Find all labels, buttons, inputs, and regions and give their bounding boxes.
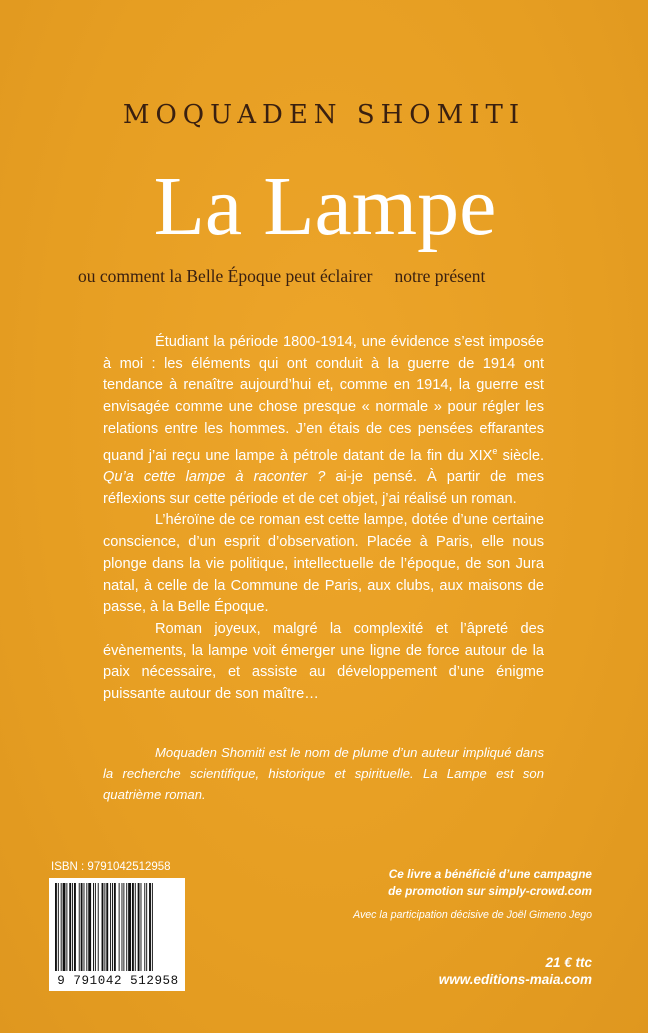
blurb (103, 332, 544, 706)
subtitle-part-1: ou comment la Belle Époque peut éclairer (78, 266, 373, 286)
subtitle-part-2: notre présent (394, 266, 486, 286)
book-title: La Lampe (153, 160, 497, 253)
promo-line-1: Ce livre a bénéficié d’une campagne (388, 867, 592, 881)
blurb-paragraph-2: L’héroïne de ce roman est cette lampe, dotée d’une certaine conscience, d’un esprit d’observation. Placée à Paris, elle nous plonge dans la vie politique, intellectuelle de l’époque, de son Jura natal, à celle de la Commune de Paris, aux clubs, aux maisons de passe, à la Belle Époque. (103, 512, 544, 616)
blurb-p1-text-a: Étudiant la période 1800-1914, une évidence s’est imposée à moi : les éléments qui ont conduit à la guerre de 1914 ont tendance à renaître aujourd’hui et, comme en 1914, la guerre est envisagée comme une chose presque « normale » pour régler les relations entre les hommes. J’en étais de ces pensées effarantes quand j’ai reçu une lampe à pétrole datant de la fin du XIX (103, 334, 544, 464)
book-subtitle (78, 266, 578, 287)
blurb-p1-text-c: ai-je pensé. À partir de mes réflexions sur cette période et de cet objet, j’ai réalisé un roman. (103, 469, 544, 507)
blurb-p1-superscript: e (492, 445, 498, 456)
promo-note (292, 866, 592, 900)
participation-note: Avec la participation décisive de Joël Gimeno Jego (353, 909, 592, 921)
barcode (49, 878, 185, 991)
price: 21 € ttc (545, 955, 592, 970)
blurb-p1-italic: Qu’a cette lampe à raconter ? (103, 469, 326, 486)
promo-line-2: de promotion sur simply-crowd.com (388, 884, 592, 898)
publisher-website: www.editions-maia.com (438, 972, 592, 987)
blurb-p1-text-b: siècle. (497, 447, 545, 464)
blurb-paragraph-1 (103, 332, 544, 510)
blurb-paragraph-3: Roman joyeux, malgré la complexité et l’âpreté des évènements, la lampe voit émerger une ligne de force autour de la paix nécessaire, et assiste au développement d’une énigme puissante autour de son maître… (103, 621, 544, 703)
barcode-digits: 9 791042 512958 (57, 974, 179, 988)
isbn-label: ISBN : 9791042512958 (51, 861, 171, 873)
author-name: MOQUADEN SHOMITI (122, 100, 526, 130)
author-bio: Moquaden Shomiti est le nom de plume d’un auteur impliqué dans la recherche scientifique, historique et spirituelle. La Lampe est son quatrième roman. (103, 745, 544, 802)
barcode-bars (54, 883, 180, 975)
